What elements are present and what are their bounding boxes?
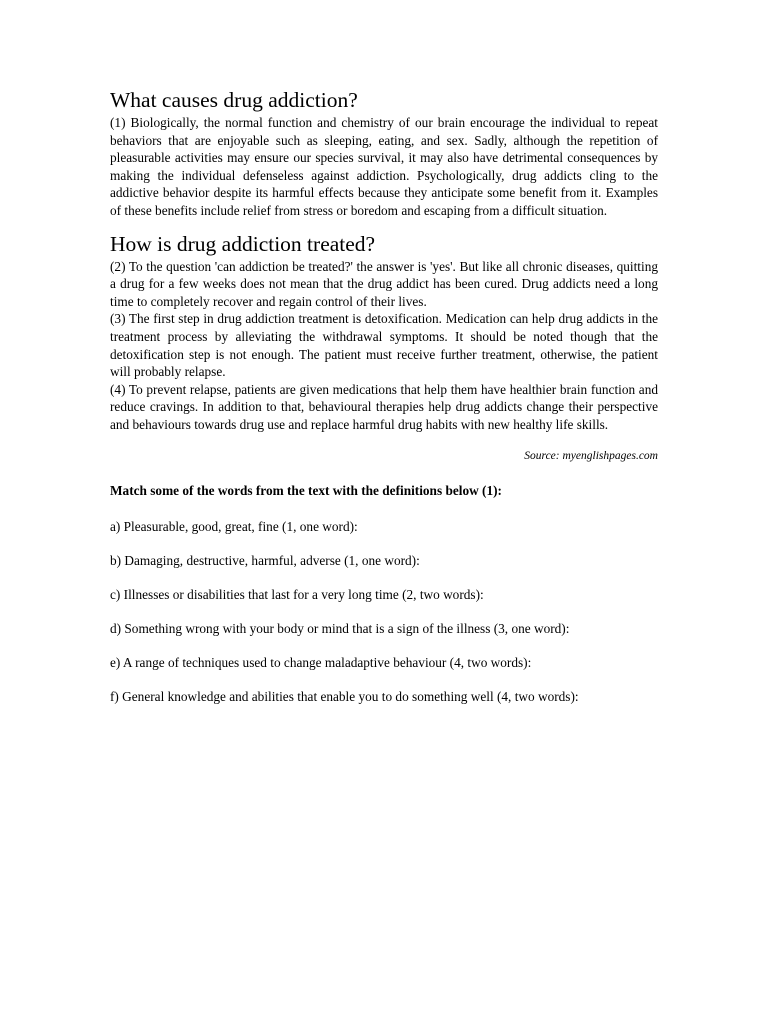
exercise-question-a: a) Pleasurable, good, great, fine (1, one word): — [110, 518, 358, 534]
paragraph-1: (1) Biologically, the normal function and chemistry of our brain encourage the individual to repeat behaviors that are enjoyable such as sleeping, eating, and sex. Sadly, although the repetition of pleasurable activities may ensure our species survival, it may also have detrimental consequences by making the individual defenseless against addiction. Psychologically, drug addicts cling to the addictive behavior despite its harmful effects because they anticipate some benefit from it. Examples of these benefits include relief from stress or boredom and escaping from a difficult situation. — [110, 115, 658, 218]
source-citation: Source: myenglishpages.com — [524, 449, 658, 462]
exercise-question-f: f) General knowledge and abilities that enable you to do something well (4, two words): — [110, 688, 579, 704]
exercise-question-b: b) Damaging, destructive, harmful, adverse (1, one word): — [110, 552, 420, 568]
paragraph-4: (4) To prevent relapse, patients are given medications that help them have healthier brain function and reduce cravings. In addition to that, behavioural therapies help drug addicts change their perspective and behaviours towards drug use and replace harmful drug habits with new healthy life skills. — [110, 381, 658, 432]
exercise-title: Match some of the words from the text with the definitions below (1): — [110, 482, 502, 498]
exercise-question-d: d) Something wrong with your body or mind that is a sign of the illness (3, one word): — [110, 620, 570, 636]
section-heading-causes: What causes drug addiction? — [110, 88, 358, 112]
paragraph-2: (2) To the question 'can addiction be treated?' the answer is 'yes'. But like all chronic diseases, quitting a drug for a few weeks does not mean that the drug addict has been cured. Drug addicts need a long time to completely recover and regain control of their lives. — [110, 258, 658, 309]
exercise-question-list — [110, 518, 658, 706]
exercise-question-c: c) Illnesses or disabilities that last for a very long time (2, two words): — [110, 586, 484, 602]
document-page — [110, 86, 658, 722]
section-heading-treatment: How is drug addiction treated? — [110, 231, 376, 256]
paragraph-3: (3) The first step in drug addiction treatment is detoxification. Medication can help drug addicts in the treatment process by alleviating the withdrawal symptoms. It should be noted though that the detoxification step is not enough. The patient must receive further treatment, otherwise, the patient will probably relapse. — [110, 311, 658, 380]
exercise-question-e: e) A range of techniques used to change maladaptive behaviour (4, two words): — [110, 654, 532, 670]
